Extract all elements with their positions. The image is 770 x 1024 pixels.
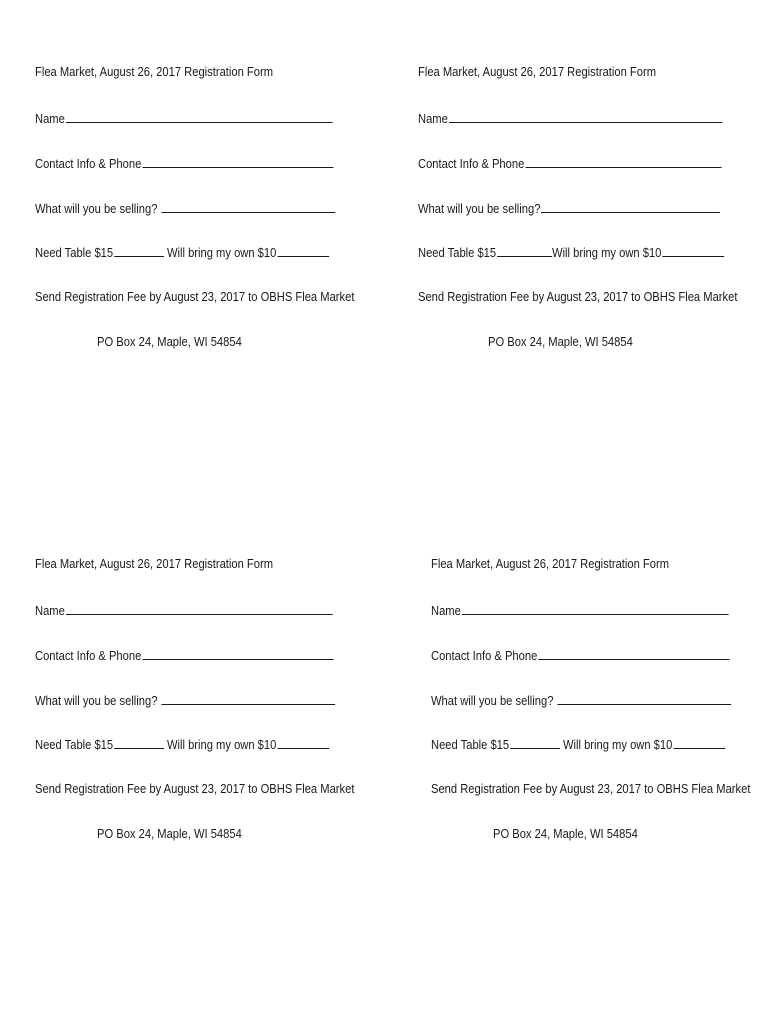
- form-title: Flea Market, August 26, 2017 Registration Form: [431, 556, 670, 571]
- contact-blank[interactable]: [142, 645, 333, 660]
- table-blank[interactable]: [114, 734, 164, 749]
- name-label: Name: [35, 111, 65, 126]
- own-table-label: Will bring my own $10: [552, 245, 662, 260]
- selling-label: What will you be selling?: [431, 693, 554, 708]
- form-title: Flea Market, August 26, 2017 Registration Form: [35, 556, 274, 571]
- own-table-blank[interactable]: [673, 734, 725, 749]
- name-row: [431, 600, 728, 620]
- contact-row: [35, 645, 333, 665]
- own-table-blank[interactable]: [662, 242, 724, 257]
- table-label: Need Table $15: [35, 737, 114, 752]
- selling-label: What will you be selling?: [35, 201, 158, 216]
- selling-row: [35, 690, 335, 710]
- contact-label: Contact Info & Phone: [431, 648, 538, 663]
- contact-label: Contact Info & Phone: [418, 156, 525, 171]
- mailing-address: PO Box 24, Maple, WI 54854: [488, 334, 633, 349]
- selling-row: [35, 198, 335, 218]
- name-row: [35, 108, 332, 128]
- table-row: [431, 734, 725, 754]
- mailing-address: PO Box 24, Maple, WI 54854: [493, 826, 638, 841]
- send-instructions: Send Registration Fee by August 23, 2017 to OBHS Flea Market: [35, 289, 355, 304]
- table-label: Need Table $15: [431, 737, 510, 752]
- send-instructions: Send Registration Fee by August 23, 2017 to OBHS Flea Market: [35, 781, 355, 796]
- selling-row: [431, 690, 731, 710]
- name-label: Name: [418, 111, 448, 126]
- table-blank[interactable]: [114, 242, 164, 257]
- own-table-label: Will bring my own $10: [166, 737, 277, 752]
- selling-label: What will you be selling?: [418, 201, 541, 216]
- name-label: Name: [35, 603, 65, 618]
- contact-blank[interactable]: [538, 645, 729, 660]
- mailing-address: PO Box 24, Maple, WI 54854: [97, 334, 242, 349]
- contact-row: [431, 645, 729, 665]
- table-label: Need Table $15: [418, 245, 497, 260]
- table-blank[interactable]: [510, 734, 560, 749]
- selling-blank[interactable]: [541, 198, 720, 213]
- selling-row: [418, 198, 720, 218]
- selling-blank[interactable]: [161, 690, 335, 705]
- name-blank[interactable]: [449, 108, 722, 123]
- name-row: [35, 600, 332, 620]
- contact-row: [35, 153, 333, 173]
- contact-blank[interactable]: [142, 153, 333, 168]
- selling-blank[interactable]: [557, 690, 731, 705]
- own-table-label: Will bring my own $10: [166, 245, 277, 260]
- contact-row: [418, 153, 721, 173]
- selling-blank[interactable]: [161, 198, 335, 213]
- table-label: Need Table $15: [35, 245, 114, 260]
- name-row: [418, 108, 722, 128]
- contact-label: Contact Info & Phone: [35, 156, 142, 171]
- table-row: [35, 734, 329, 754]
- own-table-blank[interactable]: [277, 242, 329, 257]
- own-table-label: Will bring my own $10: [562, 737, 673, 752]
- name-blank[interactable]: [66, 600, 333, 615]
- selling-label: What will you be selling?: [35, 693, 158, 708]
- send-instructions: Send Registration Fee by August 23, 2017 to OBHS Flea Market: [418, 289, 738, 304]
- table-row: [418, 242, 724, 262]
- name-blank[interactable]: [66, 108, 333, 123]
- contact-blank[interactable]: [525, 153, 721, 168]
- contact-label: Contact Info & Phone: [35, 648, 142, 663]
- form-title: Flea Market, August 26, 2017 Registration Form: [418, 64, 657, 79]
- own-table-blank[interactable]: [277, 734, 329, 749]
- form-title: Flea Market, August 26, 2017 Registration Form: [35, 64, 274, 79]
- table-blank[interactable]: [497, 242, 552, 257]
- name-label: Name: [431, 603, 461, 618]
- table-row: [35, 242, 329, 262]
- name-blank[interactable]: [462, 600, 729, 615]
- send-instructions: Send Registration Fee by August 23, 2017 to OBHS Flea Market: [431, 781, 751, 796]
- mailing-address: PO Box 24, Maple, WI 54854: [97, 826, 242, 841]
